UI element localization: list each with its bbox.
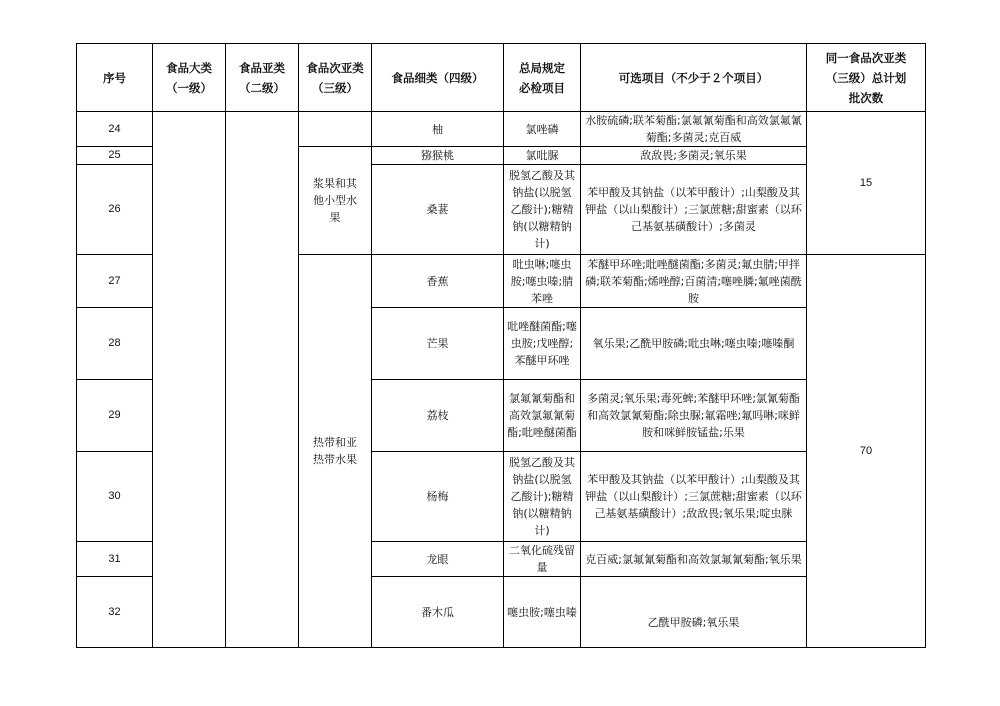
optional-items-cell: 克百威;氯氟氰菊酯和高效氯氟氰菊酯;氧乐果: [581, 542, 807, 577]
detail-item-cell: 猕猴桃: [372, 147, 504, 165]
detail-item-cell: 柚: [372, 112, 504, 147]
seq-cell: 25: [77, 147, 153, 165]
required-items-cell: 噻虫胺;噻虫嗪: [504, 577, 581, 648]
optional-items-cell: 氧乐果;乙酰甲胺磷;吡虫啉;噻虫嗪;噻嗪酮: [581, 308, 807, 380]
optional-items-cell: 敌敌畏;多菌灵;氧乐果: [581, 147, 807, 165]
header-major-category: 食品大类 （一级）: [153, 44, 226, 112]
optional-items-cell: 苯醚甲环唑;吡唑醚菌酯;多菌灵;氟虫腈;甲拌磷;联苯菊酯;烯唑醇;百菌清;噻唑膦;氟唑菌酰胺: [581, 255, 807, 308]
minor-category-cell: 热带和亚热带水果: [299, 255, 372, 648]
detail-item-cell: 杨梅: [372, 452, 504, 542]
header-total-batches: 同一食品次亚类 （三级）总计划 批次数: [807, 44, 926, 112]
header-minor-category: 食品次亚类 （三级）: [299, 44, 372, 112]
required-items-cell: 氯氟氰菊酯和高效氯氟氰菊酯;吡唑醚菌酯: [504, 380, 581, 452]
optional-items-cell: 苯甲酸及其钠盐（以苯甲酸计）;山梨酸及其钾盐（以山梨酸计）;三氯蔗糖;甜蜜素（以环己基氨基磺酸计）;敌敌畏;氧乐果;啶虫脒: [581, 452, 807, 542]
optional-items-cell: 多菌灵;氧乐果;毒死蜱;苯醚甲环唑;氯氰菊酯和高效氯氰菊酯;除虫脲;氟霜唑;氟吗啉;咪鲜胺和咪鲜胺锰盐;乐果: [581, 380, 807, 452]
total-batches-cell: 70: [807, 255, 926, 648]
optional-items-cell: 水胺硫磷;联苯菊酯;氯氟氰菊酯和高效氯氟氰菊酯;多菌灵;克百威: [581, 112, 807, 147]
required-items-cell: 吡虫啉;噻虫胺;噻虫嗪;腈苯唑: [504, 255, 581, 308]
required-items-cell: 脱氢乙酸及其钠盐(以脱氢乙酸计);糖精钠(以糖精钠计): [504, 165, 581, 255]
optional-items-cell: 苯甲酸及其钠盐（以苯甲酸计）;山梨酸及其钾盐（以山梨酸计）;三氯蔗糖;甜蜜素（以环己基氨基磺酸计）;多菌灵: [581, 165, 807, 255]
detail-item-cell: 芒果: [372, 308, 504, 380]
detail-item-cell: 荔枝: [372, 380, 504, 452]
seq-cell: 27: [77, 255, 153, 308]
seq-cell: 31: [77, 542, 153, 577]
header-optional-items: 可选项目（不少于２个项目）: [581, 44, 807, 112]
header-sub-category: 食品亚类 （二级）: [226, 44, 299, 112]
inspection-plan-table: [76, 43, 926, 648]
minor-category-cell: 浆果和其他小型水果: [299, 147, 372, 255]
seq-cell: 24: [77, 112, 153, 147]
seq-cell: 26: [77, 165, 153, 255]
header-detail-category: 食品细类（四级）: [372, 44, 504, 112]
seq-cell: 32: [77, 577, 153, 648]
seq-cell: 30: [77, 452, 153, 542]
required-items-cell: 二氧化硫残留量: [504, 542, 581, 577]
sub-category-cell: [226, 112, 299, 648]
major-category-cell: [153, 112, 226, 648]
required-items-cell: 吡唑醚菌酯;噻虫胺;戊唑醇;苯醚甲环唑: [504, 308, 581, 380]
required-items-cell: 氯唑磷: [504, 112, 581, 147]
detail-item-cell: 番木瓜: [372, 577, 504, 648]
total-batches-cell: 15: [807, 112, 926, 255]
detail-item-cell: 香蕉: [372, 255, 504, 308]
detail-item-cell: 桑葚: [372, 165, 504, 255]
header-seq: 序号: [77, 44, 153, 112]
seq-cell: 29: [77, 380, 153, 452]
header-required-items: 总局规定 必检项目: [504, 44, 581, 112]
required-items-cell: 氯吡脲: [504, 147, 581, 165]
detail-item-cell: 龙眼: [372, 542, 504, 577]
minor-category-cell: [299, 112, 372, 147]
required-items-cell: 脱氢乙酸及其钠盐(以脱氢乙酸计);糖精钠(以糖精钠计): [504, 452, 581, 542]
header-row: [77, 44, 926, 112]
seq-cell: 28: [77, 308, 153, 380]
table-row: [77, 112, 926, 147]
optional-items-cell: 乙酰甲胺磷;氧乐果: [581, 577, 807, 648]
